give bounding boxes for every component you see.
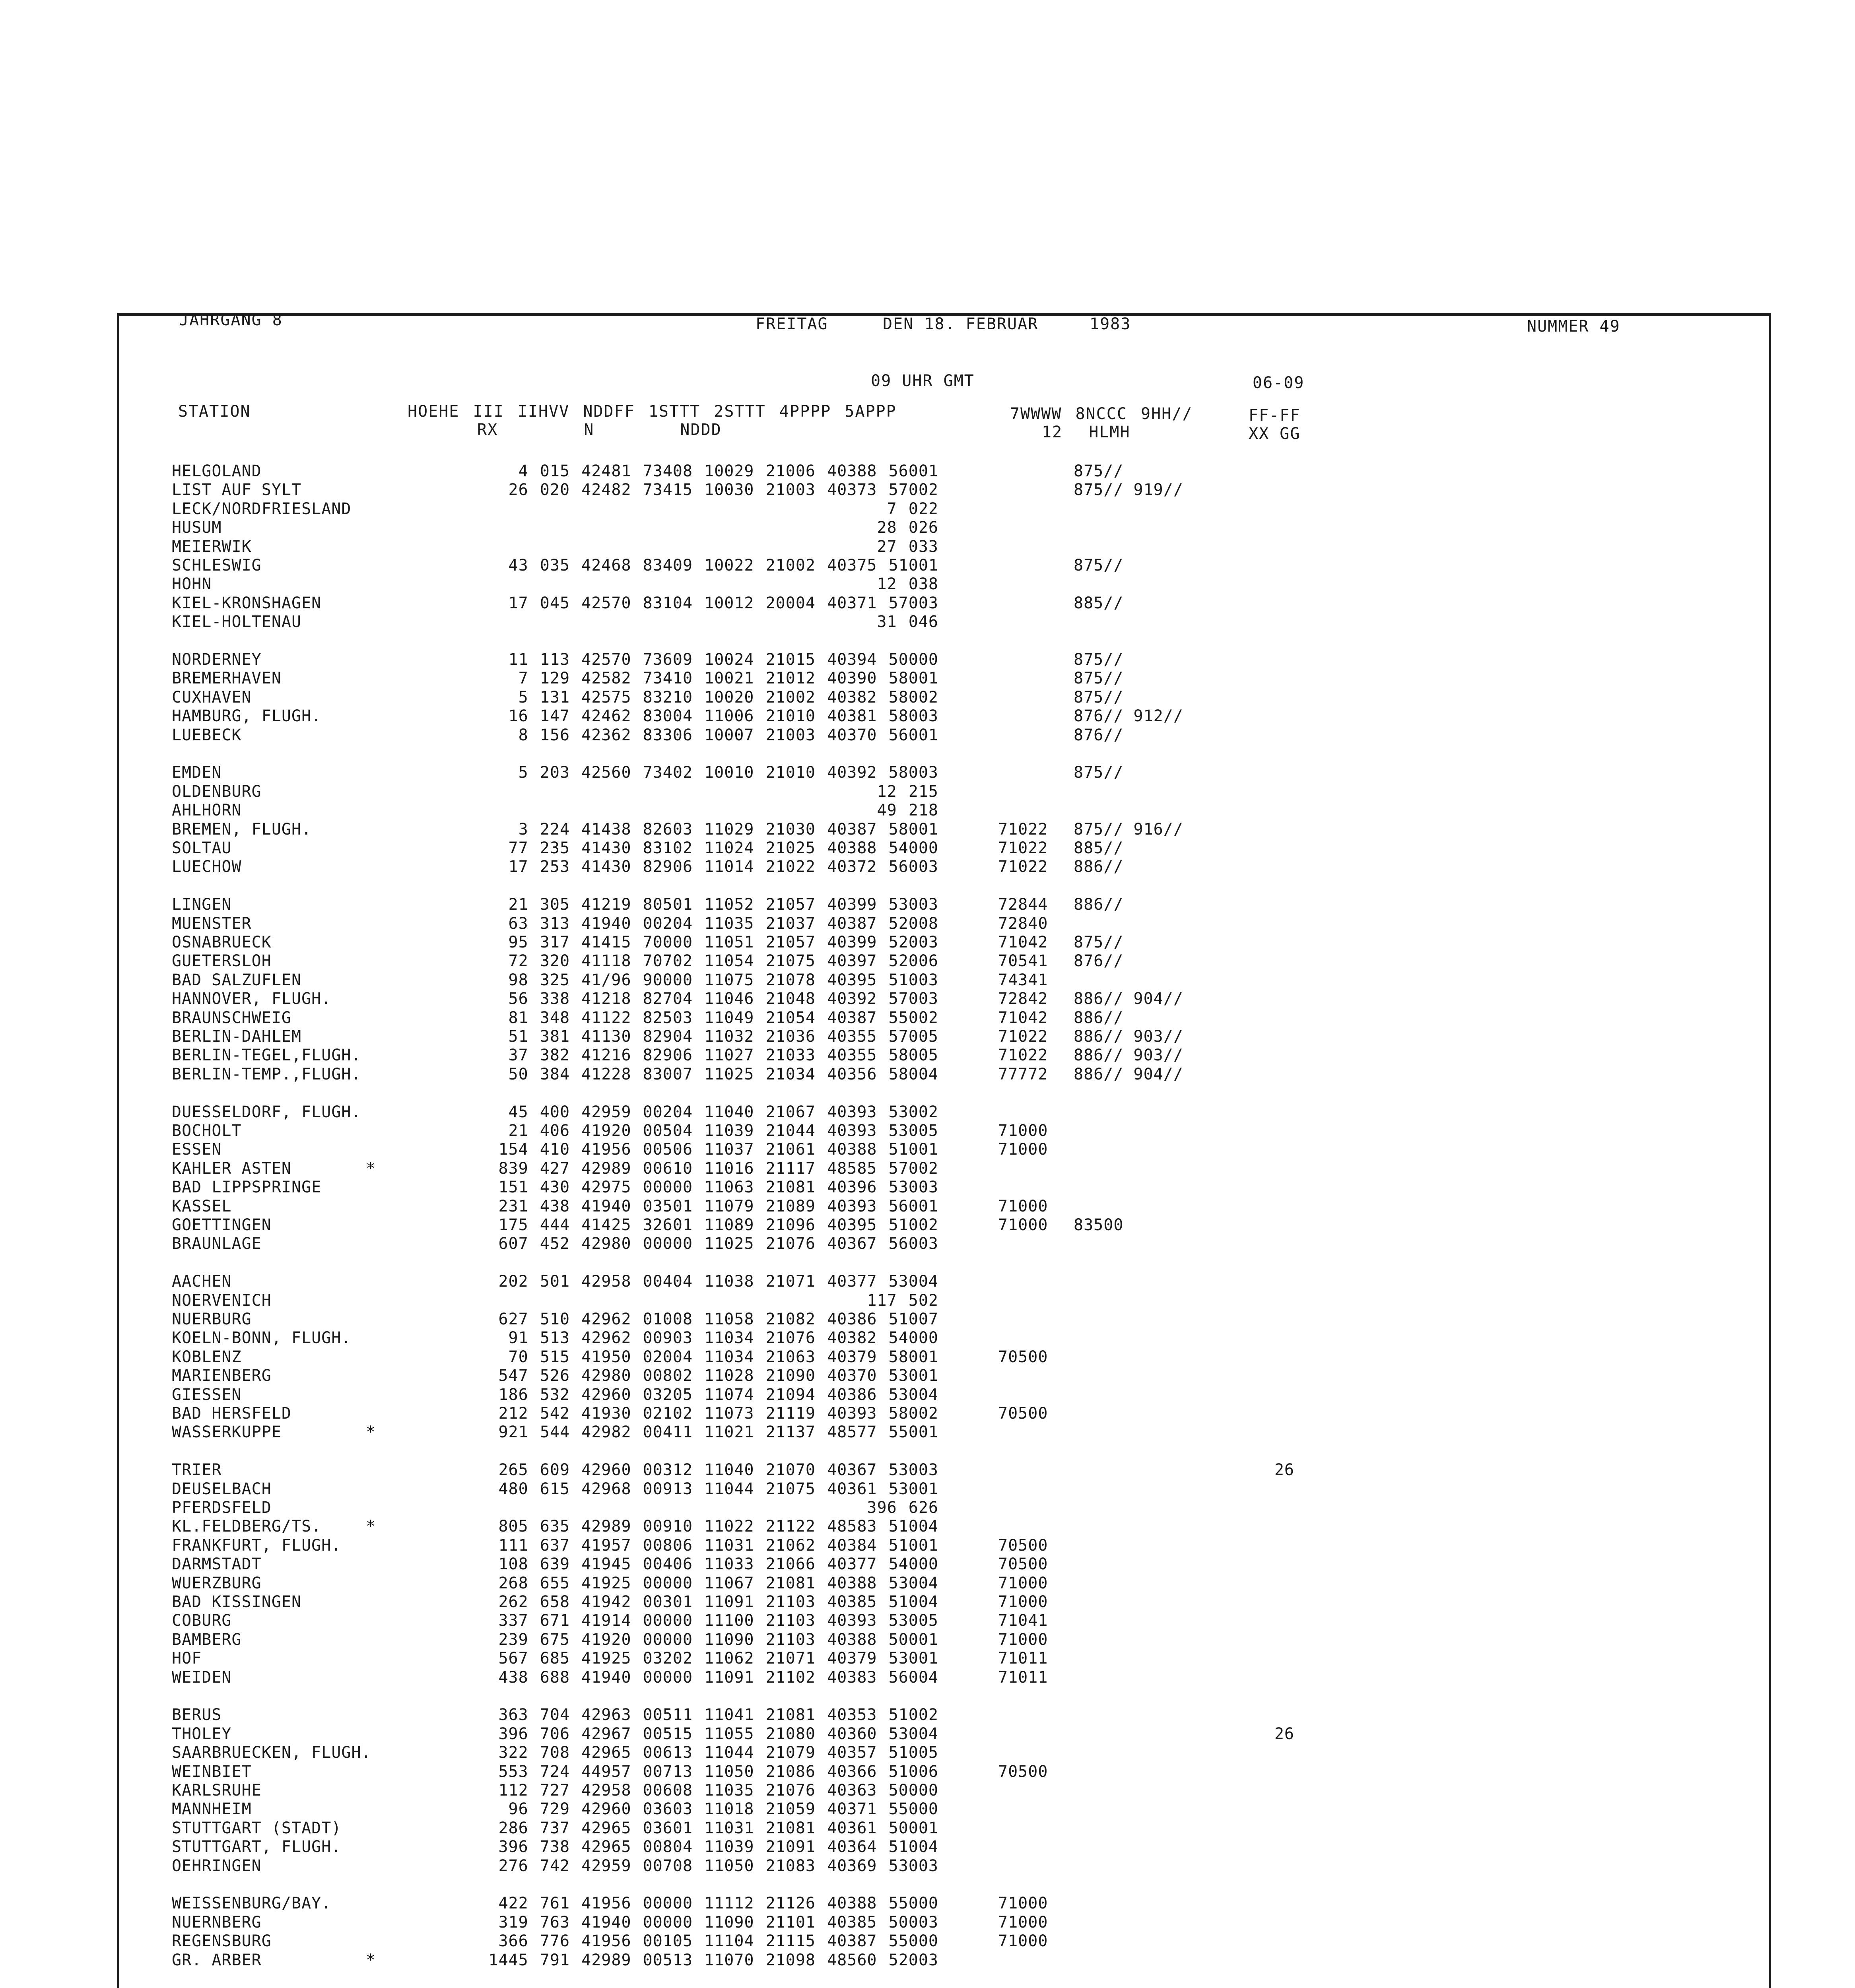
station-data: 95 317 41415 70000 11051 21057 40399 52003 [508,933,938,951]
table-row [0,1329,1855,1348]
group-7wwww: 71000 [998,1197,1048,1215]
table-row [0,1386,1855,1405]
station-name: GUETERSLOH [172,952,272,971]
station-data: 27 033 [877,537,938,556]
station-name: BRAUNLAGE [172,1235,262,1253]
station-name: BAMBERG [172,1630,242,1649]
station-data: 1445 791 42989 00513 11070 21098 48560 52003 [488,1951,938,1969]
station-data: 175 444 41425 32601 11089 21096 40395 51002 [498,1216,938,1234]
group-7wwww: 72844 [998,895,1048,914]
year-label: 1983 [1090,315,1131,333]
station-data: 37 382 41216 82906 11027 21033 40355 58005 [508,1046,938,1065]
station-data: 17 045 42570 83104 10012 20004 40371 57003 [508,594,938,612]
table-row [0,1932,1855,1951]
station-name: MUENSTER [172,914,252,933]
station-name: MEIERWIK [172,537,252,556]
station-data: 322 708 42965 00613 11044 21079 40357 51005 [498,1743,938,1762]
wind-gust: 26 [1274,1724,1294,1743]
station-name: KL.FELDBERG/TS. [172,1517,322,1536]
table-row [0,1536,1855,1555]
group-8nccc-9hh: 876// [1074,952,1124,971]
table-row [0,1348,1855,1367]
table-row [0,1611,1855,1631]
station-name: KIEL-KRONSHAGEN [172,594,322,612]
table-row [0,971,1855,990]
station-data: 438 688 41940 00000 11091 21102 40383 56004 [498,1668,938,1687]
station-data: 21 305 41219 80501 11052 21057 40399 53003 [508,895,938,914]
station-name: HOHN [172,575,212,594]
station-data: 63 313 41940 00204 11035 21037 40387 52008 [508,914,938,933]
group-7wwww: 77772 [998,1065,1048,1083]
station-name: BERLIN-TEMP.,FLUGH. [172,1065,361,1083]
station-name: WEINBIET [172,1762,252,1781]
table-row [0,1065,1855,1084]
group-8nccc-9hh: 875// [1074,933,1124,951]
group-7wwww: 72840 [998,914,1048,933]
table-row [0,990,1855,1009]
station-data: 81 348 41122 82503 11049 21054 40387 55002 [508,1008,938,1027]
station-name: BERUS [172,1706,222,1724]
table-row [0,1367,1855,1386]
table-row [0,1517,1855,1536]
station-data: 43 035 42468 83409 10022 21002 40375 51001 [508,556,938,575]
table-row [0,1499,1855,1518]
table-row [0,1423,1855,1442]
station-data: 5 131 42575 83210 10020 21002 40382 58002 [518,688,938,707]
station-data: 21 406 41920 00504 11039 21044 40393 53005 [508,1122,938,1140]
station-data: 7 022 [887,499,938,518]
station-data: 31 046 [877,613,938,631]
station-data: 112 727 42958 00608 11035 21076 40363 50000 [498,1781,938,1800]
station-data: 186 532 42960 03205 11074 21094 40386 53004 [498,1385,938,1404]
station-data: 26 020 42482 73415 10030 21003 40373 57002 [508,481,938,499]
group-7wwww: 71000 [998,1894,1048,1913]
station-data: 396 706 42967 00515 11055 21080 40360 53004 [498,1724,938,1743]
station-name: KASSEL [172,1197,232,1215]
station-name: FRANKFURT, FLUGH. [172,1536,342,1555]
station-data: 91 513 42962 00903 11034 21076 40382 54000 [508,1329,938,1347]
station-name: STUTTGART (STADT) [172,1819,342,1837]
table-row [0,1216,1855,1235]
table-row [0,1838,1855,1857]
table-row [0,726,1855,745]
table-row [0,1122,1855,1141]
station-name: BREMERHAVEN [172,669,282,688]
group-8nccc-9hh: 875// [1074,462,1124,480]
station-data: 96 729 42960 03603 11018 21059 40371 55000 [508,1800,938,1819]
table-row [0,594,1855,613]
table-row [0,1103,1855,1122]
table-row [0,1480,1855,1499]
column-main-subcodes: RX N NDDD [477,421,722,439]
group-7wwww: 71011 [998,1668,1048,1687]
station-name: KAHLER ASTEN [172,1159,291,1178]
station-name: HOF [172,1649,202,1668]
group-8nccc-9hh: 875// 916// [1074,820,1183,839]
group-7wwww: 71022 [998,839,1048,857]
group-7wwww: 70500 [998,1762,1048,1781]
table-row [0,538,1855,557]
group-7wwww: 71011 [998,1649,1048,1668]
table-row [0,1159,1855,1178]
table-row [0,1819,1855,1838]
table-row [0,1574,1855,1593]
group-7wwww: 71000 [998,1913,1048,1932]
station-data: 202 501 42958 00404 11038 21071 40377 53004 [498,1272,938,1291]
station-name: NUERNBERG [172,1913,262,1932]
station-name: COBURG [172,1611,232,1630]
table-row [0,801,1855,820]
station-name: DEUSELBACH [172,1479,272,1498]
station-name: PFERDSFELD [172,1499,272,1517]
column-weather-subcodes: 12 HLMH [1042,423,1130,441]
station-data: 262 658 41942 00301 11091 21103 40385 51004 [498,1593,938,1611]
table-row [0,933,1855,952]
table-row [0,518,1855,538]
station-data: 268 655 41925 00000 11067 21081 40388 53004 [498,1574,938,1592]
group-8nccc-9hh: 875// [1074,650,1124,669]
group-7wwww: 71000 [998,1593,1048,1611]
station-name: DUESSELDORF, FLUGH. [172,1103,361,1121]
station-data: 547 526 42980 00802 11028 21090 40370 53001 [498,1367,938,1385]
table-row [0,669,1855,688]
station-name: ESSEN [172,1140,222,1159]
station-data: 12 215 [877,782,938,801]
issue-number: NUMMER 49 [1527,317,1620,336]
table-row [0,1310,1855,1329]
table-row [0,481,1855,500]
station-data: 839 427 42989 00610 11016 21117 48585 57002 [498,1159,938,1178]
station-name: HUSUM [172,518,222,537]
station-name: KOELN-BONN, FLUGH. [172,1329,352,1347]
group-7wwww: 71000 [998,1574,1048,1592]
table-row [0,1027,1855,1046]
table-row [0,707,1855,726]
table-row [0,782,1855,802]
station-name: WEIDEN [172,1668,232,1687]
station-name: EMDEN [172,763,222,782]
group-8nccc-9hh: 885// [1074,594,1124,612]
station-data: 422 761 41956 00000 11112 21126 40388 55000 [498,1894,938,1913]
station-data: 607 452 42980 00000 11025 21076 40367 56003 [498,1235,938,1253]
group-7wwww: 72842 [998,990,1048,1008]
column-station: STATION [178,402,251,421]
station-name: AACHEN [172,1272,232,1291]
table-row [0,650,1855,670]
table-row [0,1725,1855,1744]
group-8nccc-9hh: 83500 [1074,1216,1124,1234]
group-7wwww: 71000 [998,1140,1048,1159]
station-name: HANNOVER, FLUGH. [172,990,332,1008]
station-name: BERLIN-TEGEL,FLUGH. [172,1046,361,1065]
station-name: KARLSRUHE [172,1781,262,1800]
station-data: 480 615 42968 00913 11044 21075 40361 53001 [498,1479,938,1498]
mountain-station-marker: * [366,1951,376,1969]
station-data: 111 637 41957 00806 11031 21062 40384 51001 [498,1536,938,1555]
station-data: 49 218 [877,801,938,820]
station-data: 98 325 41/96 90000 11075 21078 40395 51003 [508,971,938,989]
station-data: 16 147 42462 83004 11006 21010 40381 58003 [508,707,938,726]
station-name: SAARBRUECKEN, FLUGH. [172,1743,371,1762]
table-row [0,1951,1855,1970]
station-name: OLDENBURG [172,782,262,801]
group-8nccc-9hh: 886// 903// [1074,1046,1183,1065]
group-7wwww: 71000 [998,1630,1048,1649]
station-name: BAD SALZUFLEN [172,971,302,989]
table-row [0,688,1855,707]
station-name: STUTTGART, FLUGH. [172,1838,342,1856]
group-8nccc-9hh: 886// [1074,1008,1124,1027]
group-7wwww: 71000 [998,1932,1048,1951]
station-name: MANNHEIM [172,1800,252,1819]
station-name: HAMBURG, FLUGH. [172,707,322,726]
station-data: 363 704 42963 00511 11041 21081 40353 51002 [498,1706,938,1724]
station-name: WASSERKUPPE [172,1423,282,1442]
station-name: KIEL-HOLTENAU [172,613,302,631]
station-name: SCHLESWIG [172,556,262,575]
table-row [0,1272,1855,1291]
station-name: REGENSBURG [172,1932,272,1951]
station-data: 51 381 41130 82904 11032 21036 40355 57005 [508,1027,938,1046]
group-7wwww: 71042 [998,1008,1048,1027]
station-name: LIST AUF SYLT [172,481,302,499]
station-name: WEISSENBURG/BAY. [172,1894,332,1913]
table-row [0,839,1855,858]
wind-gust: 26 [1274,1461,1294,1479]
group-7wwww: 71022 [998,858,1048,876]
station-data: 11 113 42570 73609 10024 21015 40394 50000 [508,650,938,669]
station-name: MARIENBERG [172,1367,272,1385]
group-8nccc-9hh: 886// 904// [1074,990,1183,1008]
group-7wwww: 71022 [998,1027,1048,1046]
station-name: BAD LIPPSPRINGE [172,1178,322,1197]
table-row [0,1894,1855,1913]
station-data: 366 776 41956 00105 11104 21115 40387 55000 [498,1932,938,1951]
table-row [0,1555,1855,1574]
station-name: WUERZBURG [172,1574,262,1592]
station-name: LUEBECK [172,726,242,744]
column-wind-gust-sub: XX GG [1249,425,1301,443]
station-name: GOETTINGEN [172,1216,272,1234]
mountain-station-marker: * [366,1517,376,1536]
station-data: 70 515 41950 02004 11034 21063 40379 58001 [508,1347,938,1366]
group-8nccc-9hh: 875// [1074,556,1124,575]
table-row [0,1235,1855,1254]
table-row [0,1743,1855,1763]
table-row [0,1046,1855,1065]
group-8nccc-9hh: 876// 912// [1074,707,1183,726]
station-name: LINGEN [172,895,232,914]
station-name: GIESSEN [172,1385,242,1404]
station-data: 231 438 41940 03501 11079 21089 40393 56001 [498,1197,938,1215]
table-row [0,895,1855,914]
table-row [0,613,1855,632]
column-wind-gust: FF-FF [1249,406,1301,425]
station-data: 7 129 42582 73410 10021 21012 40390 58001 [518,669,938,688]
table-row [0,952,1855,971]
table-row [0,1291,1855,1310]
station-data: 117 502 [867,1291,938,1310]
group-7wwww: 71041 [998,1611,1048,1630]
station-data: 72 320 41118 70702 11054 21075 40397 52006 [508,952,938,971]
mountain-station-marker: * [366,1423,376,1442]
table-row [0,1800,1855,1819]
table-row [0,914,1855,934]
table-row [0,575,1855,594]
station-data: 4 015 42481 73408 10029 21006 40388 56001 [518,462,938,480]
station-name: KOBLENZ [172,1347,242,1366]
date-label: DEN 18. FEBRUAR [883,315,1039,333]
group-7wwww: 71042 [998,933,1048,951]
group-7wwww: 74341 [998,971,1048,989]
group-8nccc-9hh: 886// [1074,895,1124,914]
mountain-station-marker: * [366,1159,376,1178]
station-data: 45 400 42959 00204 11040 21067 40393 53002 [508,1103,938,1121]
table-row [0,1404,1855,1423]
station-data: 77 235 41430 83102 11024 21025 40388 54000 [508,839,938,857]
table-row [0,1857,1855,1876]
period-label: 06-09 [1253,374,1305,392]
station-data: 396 738 42965 00804 11039 21091 40364 51004 [498,1838,938,1856]
station-data: 553 724 44957 00713 11050 21086 40366 51006 [498,1762,938,1781]
station-data: 319 763 41940 00000 11090 21101 40385 50003 [498,1913,938,1932]
group-7wwww: 71000 [998,1122,1048,1140]
station-name: BAD HERSFELD [172,1404,291,1423]
station-name: BAD KISSINGEN [172,1593,302,1611]
station-data: 56 338 41218 82704 11046 21048 40392 57003 [508,990,938,1008]
table-row [0,1197,1855,1216]
station-data: 286 737 42965 03601 11031 21081 40361 50001 [498,1819,938,1837]
station-name: NOERVENICH [172,1291,272,1310]
station-data: 154 410 41956 00506 11037 21061 40388 51001 [498,1140,938,1159]
group-8nccc-9hh: 886// 904// [1074,1065,1183,1083]
station-data: 337 671 41914 00000 11100 21103 40393 53005 [498,1611,938,1630]
station-name: THOLEY [172,1724,232,1743]
table-row [0,1009,1855,1028]
group-7wwww: 70500 [998,1347,1048,1366]
station-data: 567 685 41925 03202 11062 21071 40379 53001 [498,1649,938,1668]
station-name: LECK/NORDFRIESLAND [172,499,352,518]
station-name: DARMSTADT [172,1555,262,1574]
station-data: 3 224 41438 82603 11029 21030 40387 58001 [518,820,938,839]
station-data: 28 026 [877,518,938,537]
station-name: OSNABRUECK [172,933,272,951]
station-data: 921 544 42982 00411 11021 21137 48577 55001 [498,1423,938,1442]
group-7wwww: 70500 [998,1404,1048,1423]
group-8nccc-9hh: 875// [1074,669,1124,688]
table-row [0,1781,1855,1800]
table-row [0,1593,1855,1612]
group-8nccc-9hh: 875// [1074,763,1124,782]
station-name: BREMEN, FLUGH. [172,820,312,839]
station-data: 151 430 42975 00000 11063 21081 40396 53003 [498,1178,938,1197]
group-7wwww: 70541 [998,952,1048,971]
station-data: 108 639 41945 00406 11033 21066 40377 54000 [498,1555,938,1574]
column-weather-codes: 7WWWW 8NCCC 9HH// [1010,405,1193,423]
table-row [0,556,1855,575]
group-8nccc-9hh: 886// 903// [1074,1027,1183,1046]
group-7wwww: 71022 [998,1046,1048,1065]
station-data: 5 203 42560 73402 10010 21010 40392 58003 [518,763,938,782]
station-data: 805 635 42989 00910 11022 21122 48583 51004 [498,1517,938,1536]
station-name: HELGOLAND [172,462,262,480]
table-row [0,1913,1855,1932]
table-row [0,858,1855,877]
station-name: CUXHAVEN [172,688,252,707]
station-name: TRIER [172,1461,222,1479]
column-main-codes: HOEHE III IIHVV NDDFF 1STTT 2STTT 4PPPP 5APPP [408,402,897,421]
table-row [0,1649,1855,1668]
station-data: 17 253 41430 82906 11014 21022 40372 56003 [508,858,938,876]
group-8nccc-9hh: 875// [1074,688,1124,707]
table-row [0,500,1855,519]
table-row [0,1140,1855,1159]
table-row [0,1706,1855,1725]
table-row [0,763,1855,782]
station-name: BERLIN-DAHLEM [172,1027,302,1046]
station-data: 12 038 [877,575,938,594]
station-data: 627 510 42962 01008 11058 21082 40386 51007 [498,1310,938,1328]
table-row [0,820,1855,839]
station-name: SOLTAU [172,839,232,857]
group-8nccc-9hh: 875// 919// [1074,481,1183,499]
jahrgang-label: JAHRGANG 8 [179,311,283,329]
station-data: 50 384 41228 83007 11025 21034 40356 58004 [508,1065,938,1083]
station-data: 8 156 42362 83306 10007 21003 40370 56001 [518,726,938,744]
group-8nccc-9hh: 876// [1074,726,1124,744]
table-row [0,1461,1855,1480]
station-data: 396 626 [867,1499,938,1517]
table-row [0,1763,1855,1782]
station-data: 276 742 42959 00708 11050 21083 40369 53003 [498,1856,938,1875]
group-7wwww: 70500 [998,1536,1048,1555]
group-7wwww: 71022 [998,820,1048,839]
station-name: BOCHOLT [172,1122,242,1140]
station-name: NORDERNEY [172,650,262,669]
station-name: LUECHOW [172,858,242,876]
table-row [0,462,1855,481]
day-label: FREITAG [756,315,828,333]
table-row [0,1178,1855,1197]
group-7wwww: 70500 [998,1555,1048,1574]
station-name: AHLHORN [172,801,242,820]
table-row [0,1668,1855,1687]
station-name: NUERBURG [172,1310,252,1328]
group-7wwww: 71000 [998,1216,1048,1234]
station-name: BRAUNSCHWEIG [172,1008,291,1027]
station-name: GR. ARBER [172,1951,262,1969]
station-data: 212 542 41930 02102 11073 21119 40393 58002 [498,1404,938,1423]
station-data: 265 609 42960 00312 11040 21070 40367 53003 [498,1461,938,1479]
table-row [0,1631,1855,1650]
observation-time: 09 UHR GMT [871,372,975,390]
group-8nccc-9hh: 886// [1074,858,1124,876]
station-data: 239 675 41920 00000 11090 21103 40388 50001 [498,1630,938,1649]
group-8nccc-9hh: 885// [1074,839,1124,857]
station-name: OEHRINGEN [172,1856,262,1875]
